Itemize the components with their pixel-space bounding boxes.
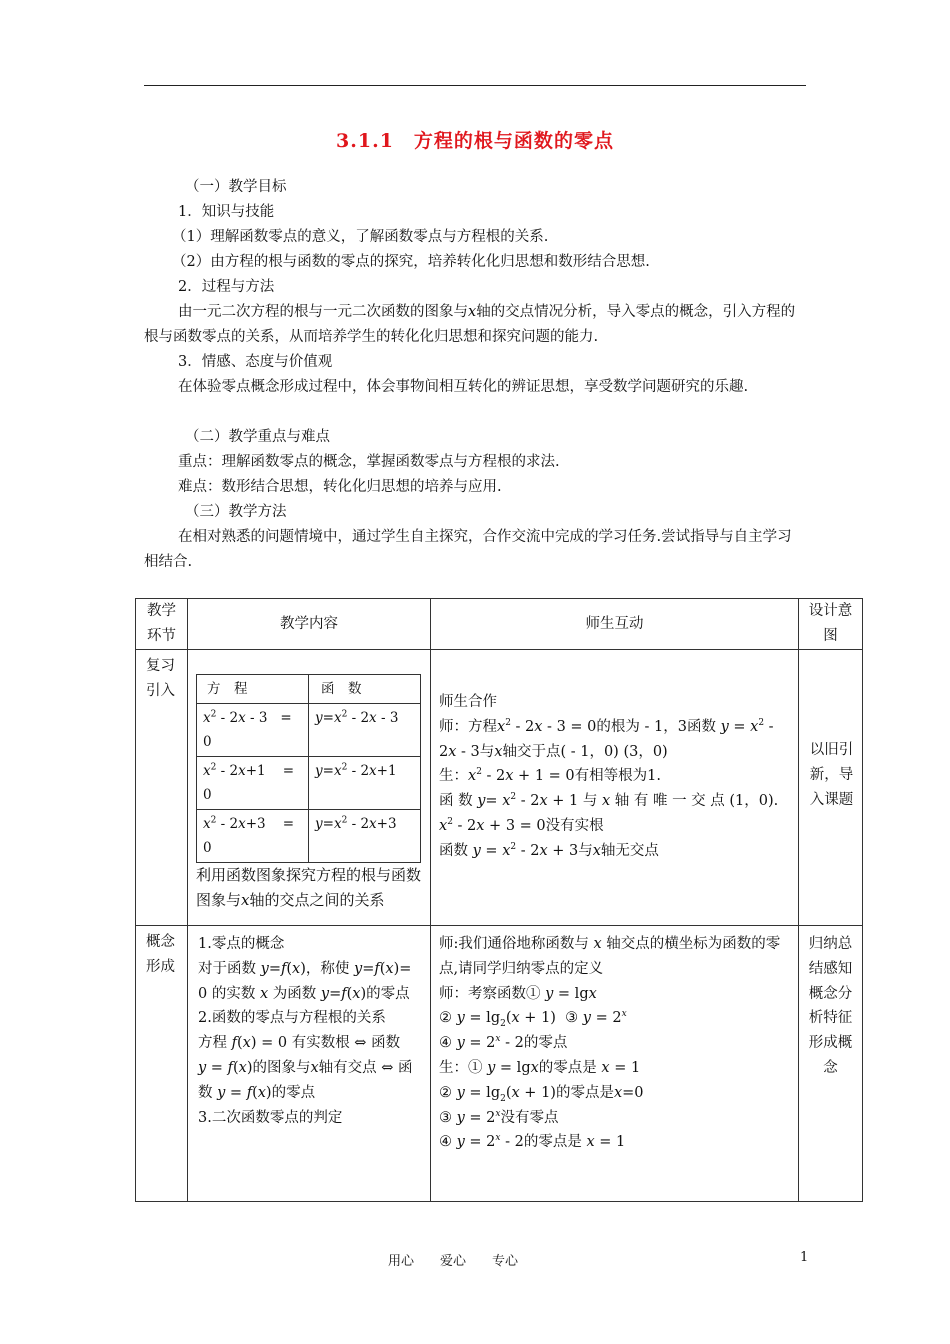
header-intent: 设计意图 — [799, 599, 863, 650]
concept-intent: 归纳总结感知概念分析特征形成概念 — [799, 926, 863, 1202]
concept-interaction: 师:我们通俗地称函数与 x 轴交点的横坐标为函数的零点,请同学归纳零点的定义 师：考察函数① y = lgx ② $y = \lg_2(x + 1)$ ③ $y = 2^x$ ④ $y = 2^x - 2$的零点 生：① y = lgx的零点是 x = 1 ② $y = \lg_2(x + 1)$的零点是x=0 ③ $y = 2^x$没有零点 ④ $y = 2^x - 2$的零点是 x = 1 — [431, 926, 799, 1202]
paragraph-process: 由一元二次方程的根与一元二次函数的图象与x轴的交点情况分析，导入零点的概念，引入方程的根与函数零点的关系，从而培养学生的转化化归思想和探究问题的能力. — [144, 304, 796, 345]
function-cell: $y=x^2 - 2x+1$ — [309, 757, 421, 810]
header-content: 教学内容 — [188, 599, 431, 650]
stage-concept: 概念形成 — [136, 926, 188, 1202]
equation-cell: $x^2 - 2x+3$ = 0 — [197, 810, 309, 863]
page-title: 3.1.1 方程的根与函数的零点 — [336, 130, 614, 152]
page-number: 1 — [800, 1250, 809, 1265]
equation-function-table — [196, 674, 421, 863]
focus-point: 重点：理解函数零点的概念，掌握函数零点与方程根的求法. — [178, 454, 560, 470]
header-rule — [144, 85, 806, 86]
review-interaction: 师生合作 师：方程$x^2 - 2x - 3 = 0$的根为 - 1，3函数 $y = x^2 - 2x - 3$与x轴交于点( - 1，0) (3，0) 生：$x^2 - 2x + 1 = 0$有相等根为1. 函 数 $y= x^2 - 2x + 1$ 与 x 轴 有 唯 一 交 点 (1，0). $x^2 - 2x + 3 = 0$没有实根 函数 $y = x^2 - 2x + 3$与x轴无交点 — [431, 650, 799, 926]
paragraph-method: 在相对熟悉的问题情境中，通过学生自主探究，合作交流中完成的学习任务.尝试指导与自主学习相结合. — [144, 529, 792, 570]
header-stage: 教学环节 — [136, 599, 188, 650]
subheading-attitude: 3．情感、态度与价值观 — [178, 354, 333, 370]
lesson-table — [135, 598, 863, 1202]
concept-content: 1.零点的概念 对于函数 y=f(x)，称使 y=f(x)= 0 的实数 x 为函数 y=f(x)的零点 2.函数的零点与方程根的关系 方程 f(x) = 0 有实数根 ⇔ 函数 y = f(x)的图象与x轴有交点 ⇔ 函数 y = f(x)的零点 3.二次函数零点的判定 — [188, 926, 431, 1202]
difficulty-point: 难点：数形结合思想，转化化归思想的培养与应用. — [178, 479, 502, 495]
subheading-knowledge: 1．知识与技能 — [178, 204, 275, 220]
subheading-process: 2．过程与方法 — [178, 279, 275, 295]
function-cell: $y=x^2 - 2x+3$ — [309, 810, 421, 863]
equation-cell: $x^2 - 2x - 3$ = 0 — [197, 704, 309, 757]
paragraph-attitude: 在体验零点概念形成过程中，体会事物间相互转化的辨证思想，享受数学问题研究的乐趣. — [178, 379, 749, 395]
objective-item: （2）由方程的根与函数的零点的探究，培养转化化归思想和数形结合思想. — [172, 254, 650, 270]
review-note: 利用函数图象探究方程的根与函数图象与x轴的交点之间的关系 — [196, 866, 422, 909]
equation-cell: $x^2 - 2x+1$ = 0 — [197, 757, 309, 810]
section-heading-focus: （二）教学重点与难点 — [185, 429, 330, 445]
stage-review: 复习引入 — [136, 650, 188, 926]
section-heading-method: （三）教学方法 — [185, 504, 287, 520]
function-cell: $y=x^2 - 2x - 3$ — [309, 704, 421, 757]
section-heading-objectives: （一）教学目标 — [185, 179, 287, 195]
header-interaction: 师生互动 — [431, 599, 799, 650]
inner-header-function: 函 数 — [309, 675, 421, 704]
objective-item: （1）理解函数零点的意义，了解函数零点与方程根的关系. — [172, 229, 549, 245]
inner-header-equation: 方 程 — [197, 675, 309, 704]
footer-motto: 用心 爱心 专心 — [388, 1254, 519, 1269]
review-content-cell — [188, 650, 431, 926]
review-intent: 以旧引新，导入课题 — [799, 650, 863, 926]
